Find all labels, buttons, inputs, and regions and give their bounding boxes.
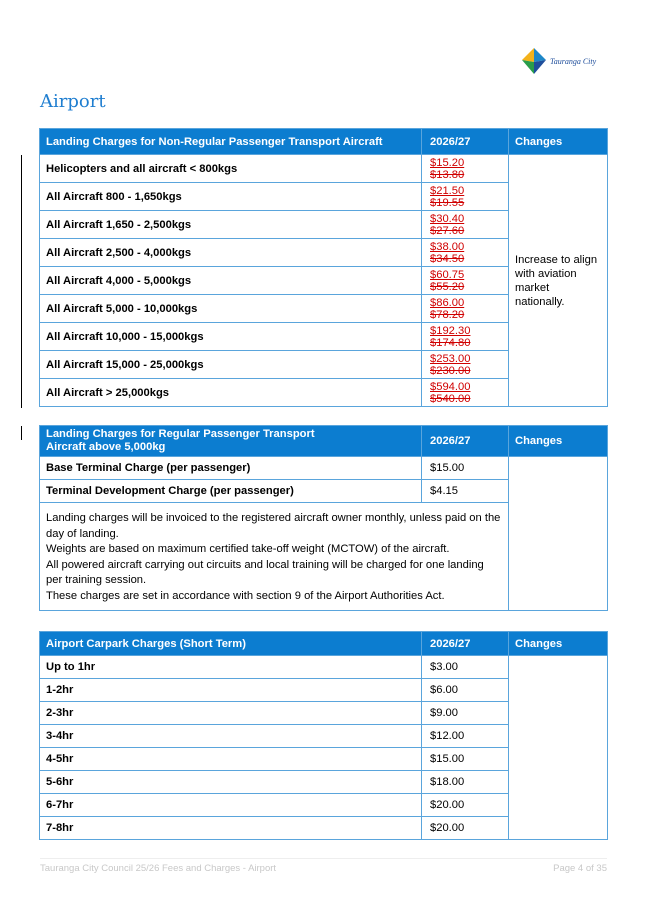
new-price: $192.30 xyxy=(430,324,471,337)
changes-note: Increase to align with aviation market nationally. xyxy=(509,155,608,407)
price-cell: $3.00 xyxy=(422,656,509,679)
row-label: All Aircraft 4,000 - 5,000kgs xyxy=(40,267,422,295)
price-cell: $20.00 xyxy=(422,794,509,817)
table-header-row xyxy=(40,632,608,656)
price-cell: $15.00 xyxy=(422,457,509,480)
row-label: Helicopters and all aircraft < 800kgs xyxy=(40,155,422,183)
old-price: $540.00 xyxy=(430,392,471,405)
carpark-charges-table xyxy=(39,631,608,840)
landing-charges-non-regular-table xyxy=(39,128,608,407)
row-label: All Aircraft 800 - 1,650kgs xyxy=(40,183,422,211)
new-price: $38.00 xyxy=(430,240,465,253)
price-cell xyxy=(422,351,509,379)
row-label: 4-5hr xyxy=(40,748,422,771)
old-price: $27.60 xyxy=(430,224,465,237)
footer-page-number: Page 4 of 35 xyxy=(553,863,607,874)
price-cell: $6.00 xyxy=(422,679,509,702)
new-price: $15.20 xyxy=(430,156,465,169)
price-cell: $9.00 xyxy=(422,702,509,725)
price-cell xyxy=(422,267,509,295)
row-label: Terminal Development Charge (per passenger) xyxy=(40,480,422,503)
row-label: 5-6hr xyxy=(40,771,422,794)
new-price: $21.50 xyxy=(430,184,465,197)
landing-charges-regular-table xyxy=(39,425,608,611)
price-cell xyxy=(422,295,509,323)
new-price: $86.00 xyxy=(430,296,465,309)
column-header-changes: Changes xyxy=(509,632,608,656)
table-header-row xyxy=(40,129,608,155)
price-cell: $20.00 xyxy=(422,817,509,840)
footer-document-title: Tauranga City Council 25/26 Fees and Charges - Airport xyxy=(40,863,277,874)
row-label: Up to 1hr xyxy=(40,656,422,679)
price-cell xyxy=(422,155,509,183)
old-price: $174.80 xyxy=(430,336,471,349)
notes-cell xyxy=(40,503,509,611)
row-label: 3-4hr xyxy=(40,725,422,748)
column-header-year: 2026/27 xyxy=(422,632,509,656)
row-label: All Aircraft 2,500 - 4,000kgs xyxy=(40,239,422,267)
header-line-2: Aircraft above 5,000kg xyxy=(46,441,166,453)
column-header-description: Airport Carpark Charges (Short Term) xyxy=(40,632,422,656)
price-cell xyxy=(422,323,509,351)
new-price: $253.00 xyxy=(430,352,471,365)
row-label: 1-2hr xyxy=(40,679,422,702)
price-cell: $4.15 xyxy=(422,480,509,503)
new-price: $30.40 xyxy=(430,212,465,225)
new-price: $594.00 xyxy=(430,380,471,393)
change-bar xyxy=(21,426,22,440)
price-cell: $18.00 xyxy=(422,771,509,794)
row-label: 6-7hr xyxy=(40,794,422,817)
old-price: $34.50 xyxy=(430,252,465,265)
row-label: 7-8hr xyxy=(40,817,422,840)
table-header-row xyxy=(40,426,608,457)
old-price: $19.55 xyxy=(430,196,465,209)
price-cell: $12.00 xyxy=(422,725,509,748)
changes-cell xyxy=(509,457,608,611)
price-cell xyxy=(422,211,509,239)
table-row xyxy=(40,656,608,679)
price-cell xyxy=(422,379,509,407)
page-title: Airport xyxy=(40,91,106,112)
table-row xyxy=(40,457,608,480)
tauranga-city-logo xyxy=(520,46,610,80)
footer-divider xyxy=(40,858,607,859)
column-header-changes: Changes xyxy=(509,129,608,155)
header-line-1: Landing Charges for Regular Passenger Transport xyxy=(46,428,315,440)
price-cell: $15.00 xyxy=(422,748,509,771)
note-line: These charges are set in accordance with section 9 of the Airport Authorities Act. xyxy=(46,589,445,602)
row-label: Base Terminal Charge (per passenger) xyxy=(40,457,422,480)
old-price: $78.20 xyxy=(430,308,465,321)
old-price: $55.20 xyxy=(430,280,465,293)
row-label: All Aircraft > 25,000kgs xyxy=(40,379,422,407)
change-bar xyxy=(21,155,22,408)
row-label: All Aircraft 10,000 - 15,000kgs xyxy=(40,323,422,351)
note-line: Weights are based on maximum certified take-off weight (MCTOW) of the aircraft. xyxy=(46,543,450,555)
old-price: $13.80 xyxy=(430,168,465,181)
column-header-changes: Changes xyxy=(509,426,608,457)
column-header-year: 2026/27 xyxy=(422,426,509,457)
row-label: All Aircraft 1,650 - 2,500kgs xyxy=(40,211,422,239)
new-price: $60.75 xyxy=(430,268,465,281)
logo-text: Tauranga City xyxy=(550,57,597,66)
column-header-description xyxy=(40,426,422,457)
column-header-year: 2026/27 xyxy=(422,129,509,155)
price-cell xyxy=(422,183,509,211)
note-line: Landing charges will be invoiced to the registered aircraft owner monthly, unless paid on the day of landing. xyxy=(46,512,501,540)
logo-mark-icon xyxy=(520,46,548,76)
row-label: All Aircraft 5,000 - 10,000kgs xyxy=(40,295,422,323)
changes-cell xyxy=(509,656,608,840)
row-label: 2-3hr xyxy=(40,702,422,725)
note-line: All powered aircraft carrying out circuits and local training will be charged for one landing per training session. xyxy=(46,558,484,586)
old-price: $230.00 xyxy=(430,364,471,377)
table-row xyxy=(40,155,608,183)
price-cell xyxy=(422,239,509,267)
column-header-description: Landing Charges for Non-Regular Passenger Transport Aircraft xyxy=(40,129,422,155)
row-label: All Aircraft 15,000 - 25,000kgs xyxy=(40,351,422,379)
